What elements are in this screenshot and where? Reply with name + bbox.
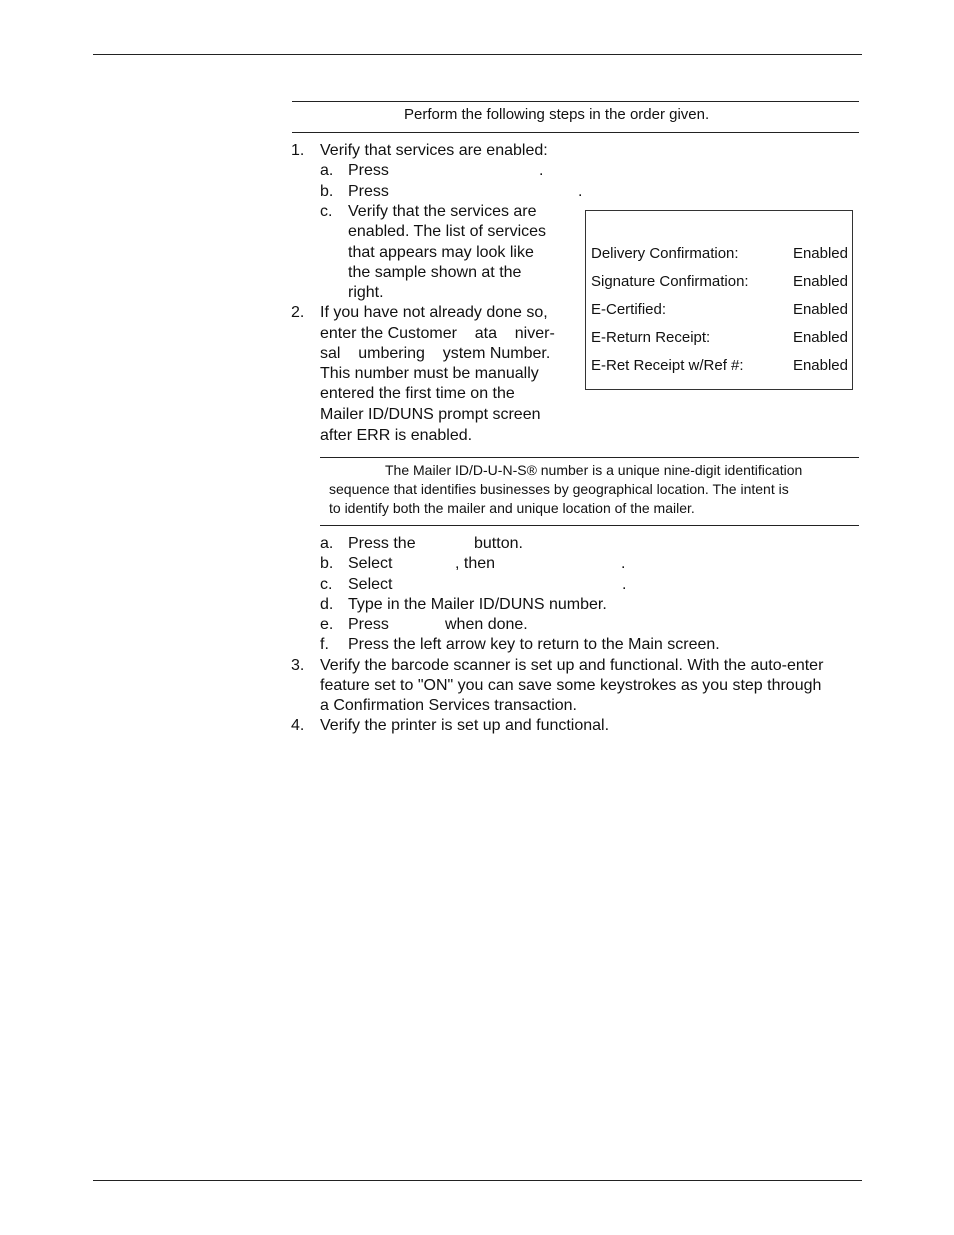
step-1a-text: Press: [348, 162, 389, 179]
step-1c-line: right.: [348, 284, 384, 301]
service-row: [591, 329, 848, 349]
step-3-line: feature set to "ON" you can save some keystrokes as you step through: [320, 677, 822, 694]
service-status: Enabled: [792, 357, 848, 374]
step-4-text: Verify the printer is set up and functional.: [320, 717, 610, 734]
step-2f-text: Press the left arrow key to return to the Main screen.: [348, 636, 720, 653]
step-2a-text: button.: [474, 535, 523, 552]
service-name: E-Certified:: [591, 301, 667, 318]
step-2-line: This number must be manually: [320, 365, 539, 382]
step-1c-line: the sample shown at the: [348, 264, 522, 281]
step-2b-marker: b.: [320, 555, 334, 572]
step-2a-text: Press the: [348, 535, 416, 552]
step-3-line: a Confirmation Services transaction.: [320, 697, 577, 714]
step-1-number: 1.: [291, 142, 305, 159]
services-sample-panel: [585, 210, 853, 390]
header-rule: [93, 54, 862, 55]
step-2f-marker: f.: [320, 636, 329, 653]
step-1c-line: Verify that the services are: [348, 203, 537, 220]
step-1b-period: .: [578, 183, 583, 200]
service-row: [591, 245, 848, 265]
service-status: Enabled: [792, 329, 848, 346]
step-1c-marker: c.: [320, 203, 333, 220]
step-2-line: Mailer ID/DUNS prompt screen: [320, 406, 541, 423]
service-name: E-Return Receipt:: [591, 329, 711, 346]
duns-note-line: to identify both the mailer and unique location of the mailer.: [329, 500, 695, 516]
step-3-line: Verify the barcode scanner is set up and functional. With the auto-enter: [320, 657, 824, 674]
step-2e-text: Press: [348, 616, 389, 633]
step-2-line: entered the first time on the: [320, 385, 515, 402]
service-name: Signature Confirmation:: [591, 273, 749, 290]
step-3-number: 3.: [291, 657, 305, 674]
service-status: Enabled: [792, 245, 848, 262]
duns-note-line: The Mailer ID/D-U-N-S® number is a unique nine-digit identification: [385, 462, 803, 478]
step-2a-marker: a.: [320, 535, 334, 552]
step-2e-marker: e.: [320, 616, 334, 633]
step-2-line: If you have not already done so,: [320, 304, 548, 321]
service-row: [591, 273, 848, 293]
step-2b-text: Select: [348, 555, 393, 572]
step-2e-text: when done.: [445, 616, 528, 633]
note2-bottom-rule: [320, 525, 859, 526]
step-1a-period: .: [539, 162, 544, 179]
step-1b-text: Press: [348, 183, 389, 200]
footer-rule: [93, 1180, 862, 1181]
step-2-number: 2.: [291, 304, 305, 321]
intro-note: Perform the following steps in the order given.: [404, 106, 710, 123]
step-1b-marker: b.: [320, 183, 334, 200]
step-2-line: sal umbering ystem Number.: [320, 345, 551, 362]
step-2b-period: .: [621, 555, 626, 572]
step-2-line: after ERR is enabled.: [320, 427, 473, 444]
service-status: Enabled: [792, 301, 848, 318]
step-1a-marker: a.: [320, 162, 334, 179]
service-row: [591, 301, 848, 321]
step-1c-line: that appears may look like: [348, 244, 534, 261]
step-2d-text: Type in the Mailer ID/DUNS number.: [348, 596, 607, 613]
step-1c-line: enabled. The list of services: [348, 223, 547, 240]
step-2c-text: Select: [348, 576, 393, 593]
step-2c-period: .: [622, 576, 627, 593]
step-2b-text: , then: [455, 555, 496, 572]
step-2d-marker: d.: [320, 596, 334, 613]
note2-top-rule: [320, 457, 859, 458]
note-top-rule: [292, 101, 859, 102]
step-2c-marker: c.: [320, 576, 333, 593]
note-bottom-rule: [292, 132, 859, 133]
service-name: Delivery Confirmation:: [591, 245, 739, 262]
step-4-number: 4.: [291, 717, 305, 734]
service-status: Enabled: [792, 273, 848, 290]
service-row: [591, 357, 848, 377]
duns-note-line: sequence that identifies businesses by geographical location. The intent is: [329, 481, 789, 497]
service-name: E-Ret Receipt w/Ref #:: [591, 357, 744, 374]
step-1-text: Verify that services are enabled:: [320, 142, 548, 159]
step-2-line: enter the Customer ata niver-: [320, 325, 555, 342]
